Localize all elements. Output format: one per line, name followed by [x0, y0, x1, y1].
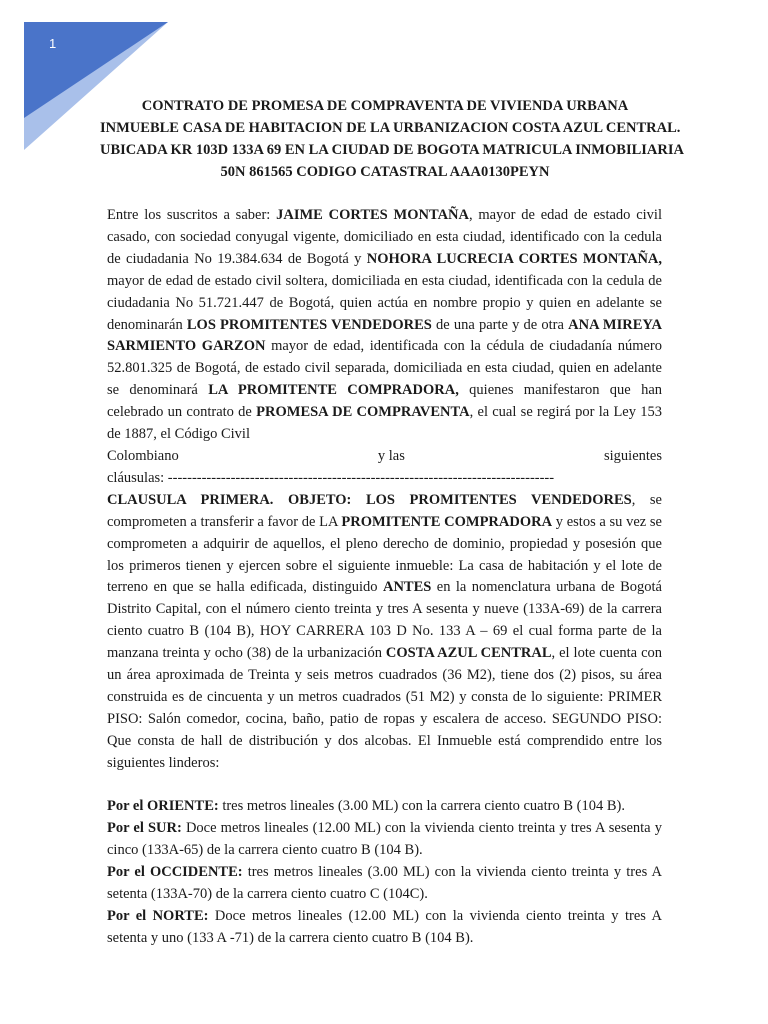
boundary-occidente: Por el OCCIDENTE: tres metros lineales (3.00 ML) con la vivienda ciento treinta y tres A setenta (133A-70) de la carrera ciento cuatro C (104C).	[107, 864, 662, 903]
title-line-4: 50N 861565 CODIGO CATASTRAL AAA0130PEYN	[220, 164, 550, 180]
intro-paragraph: Entre los suscritos a saber: JAIME CORTES MONTAÑA, mayor de edad de estado civil casado, con sociedad conyugal vigente, domiciliado en esta ciudad, identificado con la cedula de ciudadania No 19.384.634 de Bogotá y NOHORA LUCRECIA CORTES MONTAÑA, mayor de edad de estado civil soltera, domiciliada en esta ciudad, identificada con la cedula de ciudadania No 51.721.447 de Bogotá, quien actúa en nombre propio y quien en adelante se denominarán LOS PROMITENTES VENDEDORES de una parte y de otra ANA MIREYA SARMIENTO GARZON mayor de edad, identificada con la cédula de ciudadanía número 52.801.325 de Bogotá, de estado civil separada, domiciliada en esta ciudad, quien en adelante se denominará LA PROMITENTE COMPRADORA, quienes manifestaron que han celebrado un contrato de PROMESA DE COMPRAVENTA, el cual se regirá por la Ley 153 de 1887, el Código Civil	[107, 207, 663, 443]
paragraph-gap	[107, 775, 662, 797]
clause-primera: CLAUSULA PRIMERA. OBJETO: LOS PROMITENTES VENDEDORES, se comprometen a transferir a favor de LA PROMITENTE COMPRADORA y estos a su vez se comprometen a adquirir de aquellos, el pleno derecho de dominio, propiedad y posesión que los primeros tienen y ejercen sobre el siguiente inmueble: La casa de habitación y el lote de terreno en que se halla edificada, distinguido ANTES en la nomenclatura urbana de Bogotá Distrito Capital, con el número ciento treinta y tres A sesenta y nueve (133A-69) de la carrera ciento cuatro B (104 B), HOY CARRERA 103 D No. 133 A – 69 el cual forma parte de la manzana treinta y ocho (38) de la urbanización COSTA AZUL CENTRAL, el lote cuenta con un área aproximada de Treinta y seis metros cuadrados (36 M2), tiene dos (2) pisos, su área construida es de cincuenta y un metros cuadrados (51 M2) y consta de lo siguiente: PRIMER PISO: Salón comedor, cocina, baño, patio de ropas y escalera de acceso. SEGUNDO PISO: Que consta de hall de distribución y dos alcobas. El Inmueble está comprendido entre los siguientes linderos:	[107, 491, 663, 771]
title-line-2: INMUEBLE CASA DE HABITACION DE LA URBANIZACION COSTA AZUL CENTRAL.	[100, 120, 681, 136]
document-title	[100, 95, 684, 183]
boundary-oriente: Por el ORIENTE: tres metros lineales (3.00 ML) con la carrera ciento cuatro B (104 B).	[107, 798, 625, 815]
title-line-3: UBICADA KR 103D 133A 69 EN LA CIUDAD DE BOGOTA MATRICULA INMOBILIARIA	[100, 142, 684, 158]
page-number: 1	[49, 36, 57, 51]
intro-clausulas-line: cláusulas: --------------------------------------------------------------------------------	[107, 469, 555, 486]
intro-spread-line: Colombiano y las siguientes	[107, 447, 662, 464]
document-body	[107, 205, 662, 950]
boundary-norte: Por el NORTE: Doce metros lineales (12.00 ML) con la vivienda ciento treinta y tres A setenta y uno (133 A -71) de la carrera ciento cuatro B (104 B).	[107, 907, 662, 946]
boundary-sur: Por el SUR: Doce metros lineales (12.00 ML) con la vivienda ciento treinta y tres A sesenta y cinco (133A-65) de la carrera ciento cuatro B (104 B).	[107, 820, 662, 859]
title-line-1: CONTRATO DE PROMESA DE COMPRAVENTA DE VIVIENDA URBANA	[141, 98, 629, 114]
